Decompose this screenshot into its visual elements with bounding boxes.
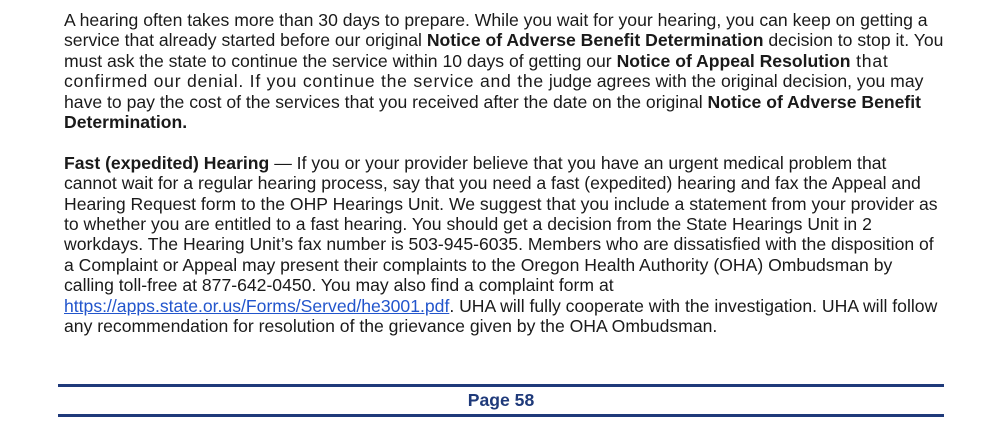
complaint-form-link[interactable]: https://apps.state.or.us/Forms/Served/he3001.pdf xyxy=(64,295,450,316)
document-body xyxy=(64,10,944,336)
fast-hearing-heading: Fast (expedited) Hearing xyxy=(64,152,270,173)
bold-notice-adverse-benefit: Notice of Adverse Benefit Determination xyxy=(426,30,764,51)
paragraph-continuing-services xyxy=(64,10,944,132)
text-run: decision to stop it. You must ask the state to continue the service within 10 days of getting our xyxy=(64,30,944,71)
footer-rule-top xyxy=(58,384,944,387)
text-run: judge agrees with the original decision, you may have to pay the cost of the services that you received after the date on the original xyxy=(64,71,924,112)
bold-notice-appeal-resolution: Notice of Appeal Resolution xyxy=(616,50,851,71)
text-run-spaced: that confirmed our denial. If you continue the service and the xyxy=(64,50,889,92)
bold-notice-adverse-benefit-end: Notice of Adverse Benefit Determination. xyxy=(64,91,921,133)
text-run: . UHA will fully cooperate with the investigation. UHA will follow any recommendation for resolution of the grievance given by the OHA Ombudsman. xyxy=(64,295,938,337)
page-number: Page 58 xyxy=(467,390,535,410)
text-run: — If you or your provider believe that you have an urgent medical problem that cannot wait for a regular hearing process, say that you need a fast (expedited) hearing and fax the Appeal and Hearing Request form to the OHP Hearings Unit. We suggest that you include a statement from your provider as to whether you are entitled to a fast hearing. You should get a decision from the State Hearings Unit in 2 workdays. The Hearing Unit’s fax number is 503-945-6035. Members who are dissatisfied with the disposition of a Complaint or Appeal may present their complaints to the Oregon Health Authority (OHA) Ombudsman by calling toll-free at 877-642-0450. You may also find a complaint form at xyxy=(64,152,938,296)
text-run: A hearing often takes more than 30 days to prepare. While you wait for your hearing, you can keep on getting a service that already started before our original xyxy=(64,10,928,51)
footer-rule-bottom xyxy=(58,414,944,417)
paragraph-fast-hearing xyxy=(64,153,944,337)
